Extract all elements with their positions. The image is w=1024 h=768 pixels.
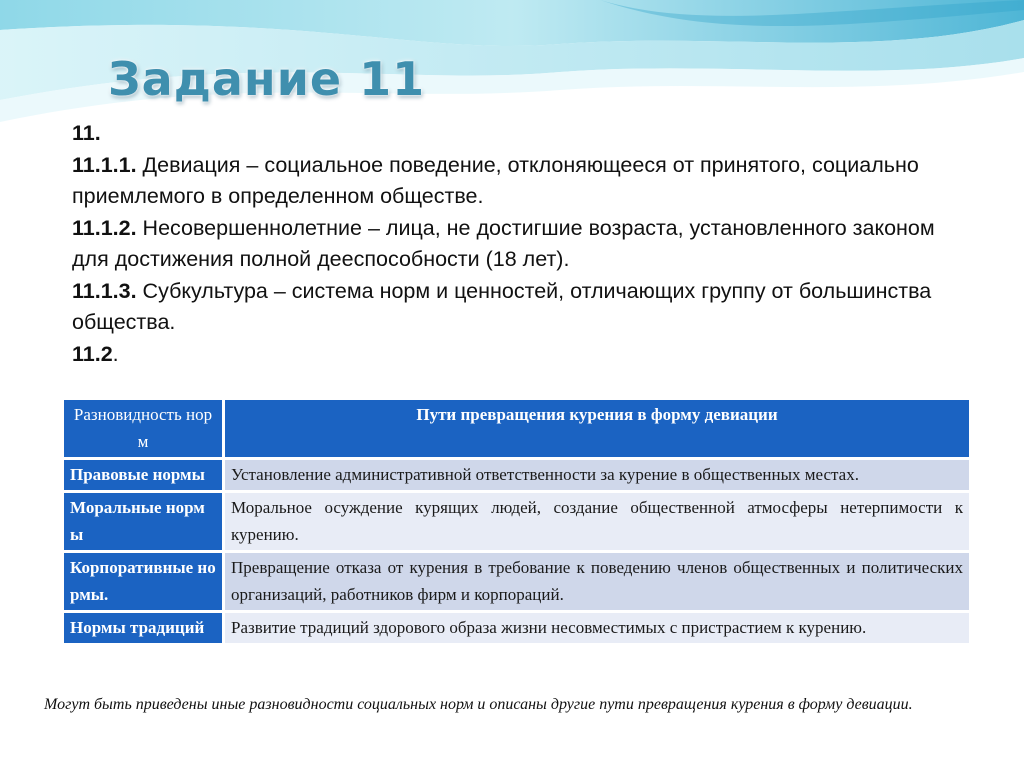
norms-table [61,397,972,646]
item-11 [72,118,972,150]
item-11-1-3-number: 11.1.3. [72,278,137,303]
table-header-row [64,400,969,457]
header-norm-kind: Разновидность норм [64,400,222,457]
item-11-1-3 [72,276,972,339]
item-11-2 [72,339,972,371]
header-smoking-ways: Пути превращения курения в форму девиации [225,400,969,457]
norm-kind-cell: Нормы традиций [64,613,222,643]
deviation-way-cell: Превращение отказа от курения в требование к поведению членов общественных и политических организаций, работников фирм и корпораций. [225,553,969,610]
item-11-1-2-number: 11.1.2. [72,215,137,240]
table-row [64,493,969,550]
footnote: Могут быть приведены иные разновидности социальных норм и описаны другие пути превращения курения в форму девиации. [44,696,913,713]
item-11-2-number: 11.2 [72,341,113,366]
item-11-1-3-text: Субкультура – система норм и ценностей, отличающих группу от большинства общества. [72,278,932,334]
deviation-way-cell: Моральное осуждение курящих людей, создание общественной атмосферы нетерпимости к курению. [225,493,969,550]
table-row [64,553,969,610]
item-11-1-2 [72,213,972,276]
deviation-way-cell: Развитие традиций здорового образа жизни несовместимых с пристрастием к курению. [225,613,969,643]
item-11-1-1-number: 11.1.1. [72,152,137,177]
item-11-number: 11. [72,121,101,145]
table-row [64,460,969,490]
norm-kind-cell: Корпоративные нормы. [64,553,222,610]
item-11-2-text: . [112,341,119,366]
task-text [72,118,972,370]
item-11-1-2-text: Несовершеннолетние – лица, не достигшие возраста, установленного законом для достижения полной дееспособности (18 лет). [72,215,935,271]
norm-kind-cell: Моральные нормы [64,493,222,550]
item-11-1-1-text: Девиация – социальное поведение, отклоняющееся от принятого, социально приемлемого в определенном обществе. [72,152,919,208]
deviation-way-cell: Установление административной ответственности за курение в общественных местах. [225,460,969,490]
item-11-1-1 [72,150,972,213]
norm-kind-cell: Правовые нормы [64,460,222,490]
slide-title: Задание 11 [108,52,426,106]
table-row [64,613,969,643]
